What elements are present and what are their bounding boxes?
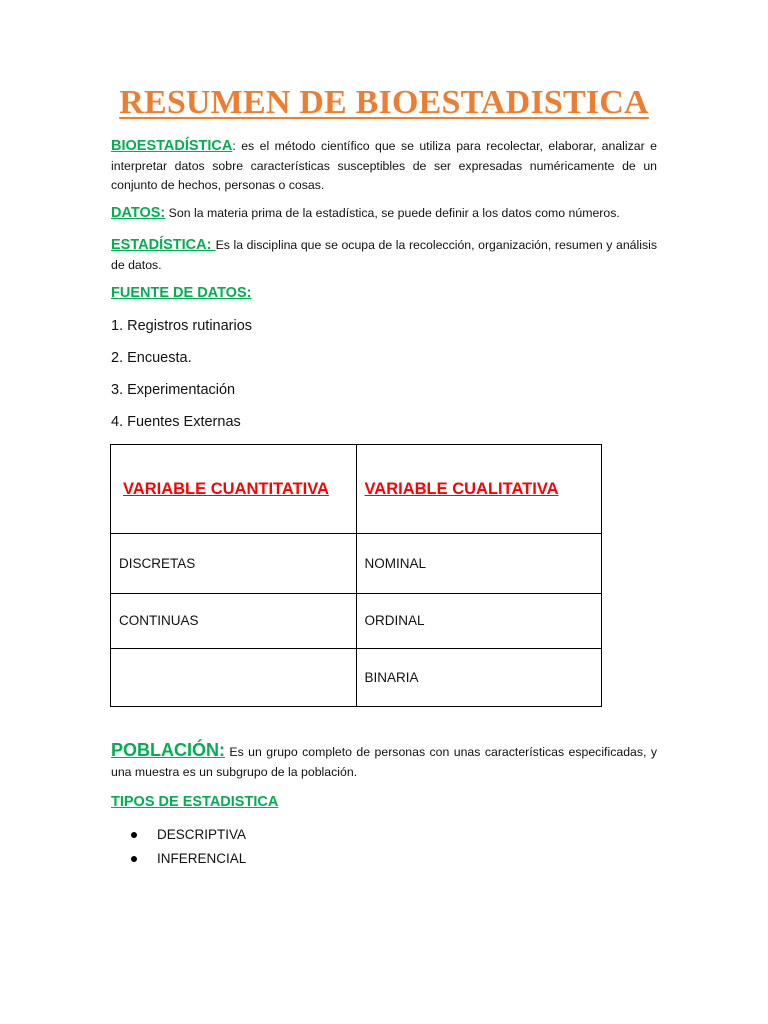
table-row: [111, 648, 602, 706]
heading-fuente-de-datos: FUENTE DE DATOS:: [111, 285, 252, 301]
definition-poblacion: [111, 741, 657, 782]
definition-bioestadistica: [111, 137, 657, 196]
definition-text-bioestadistica: : es el método científico que se utiliza para recolectar, elaborar, analizar e interpretar datos sobre características susceptibles de ser expresadas numéricamente de un conjunto de hechos, personas o cosas.: [111, 139, 657, 192]
list-item-label: DESCRIPTIVA: [157, 827, 247, 842]
bullet-icon: [131, 856, 137, 862]
table-cell: DISCRETAS: [111, 534, 357, 593]
list-item: 2. Encuesta.: [111, 350, 192, 366]
table-header-cuantitativa: VARIABLE CUANTITATIVA: [111, 445, 357, 534]
variables-table: [110, 444, 602, 707]
tipos-de-estadistica-list: [131, 824, 246, 872]
term-datos: DATOS:: [111, 205, 166, 221]
table-cell: ORDINAL: [356, 593, 602, 648]
list-item: 3. Experimentación: [111, 382, 236, 398]
table-cell: CONTINUAS: [111, 593, 357, 648]
term-poblacion: POBLACIÓN:: [111, 740, 225, 760]
table-cell: [111, 648, 357, 706]
fuente-de-datos-list: [111, 314, 252, 442]
table-row: [111, 593, 602, 648]
table-header-cualitativa: VARIABLE CUALITATIVA: [356, 445, 602, 534]
definition-datos: [111, 204, 657, 224]
definition-text-datos: Son la materia prima de la estadística, se puede definir a los datos como números.: [165, 206, 620, 220]
page-title: RESUMEN DE BIOESTADISTICA: [119, 84, 649, 121]
table-cell: BINARIA: [356, 648, 602, 706]
definition-text-poblacion: Es un grupo completo de personas con unas características especificadas, y una muestra es un subgrupo de la población.: [111, 745, 657, 779]
list-item-label: INFERENCIAL: [157, 851, 247, 866]
list-item: 4. Fuentes Externas: [111, 414, 241, 430]
definition-estadistica: [111, 236, 657, 275]
term-bioestadistica: BIOESTADÍSTICA: [111, 138, 233, 154]
heading-tipos-de-estadistica: TIPOS DE ESTADISTICA: [111, 794, 279, 810]
table-row: [111, 534, 602, 593]
table-header-row: [111, 445, 602, 534]
bullet-icon: [131, 832, 137, 838]
list-item: [131, 824, 246, 848]
list-item: 1. Registros rutinarios: [111, 318, 253, 334]
list-item: [131, 848, 246, 872]
definition-text-estadistica: Es la disciplina que se ocupa de la recolección, organización, resumen y análisis de datos.: [111, 238, 657, 272]
term-estadistica: ESTADÍSTICA:: [111, 237, 216, 253]
table-cell: NOMINAL: [356, 534, 602, 593]
